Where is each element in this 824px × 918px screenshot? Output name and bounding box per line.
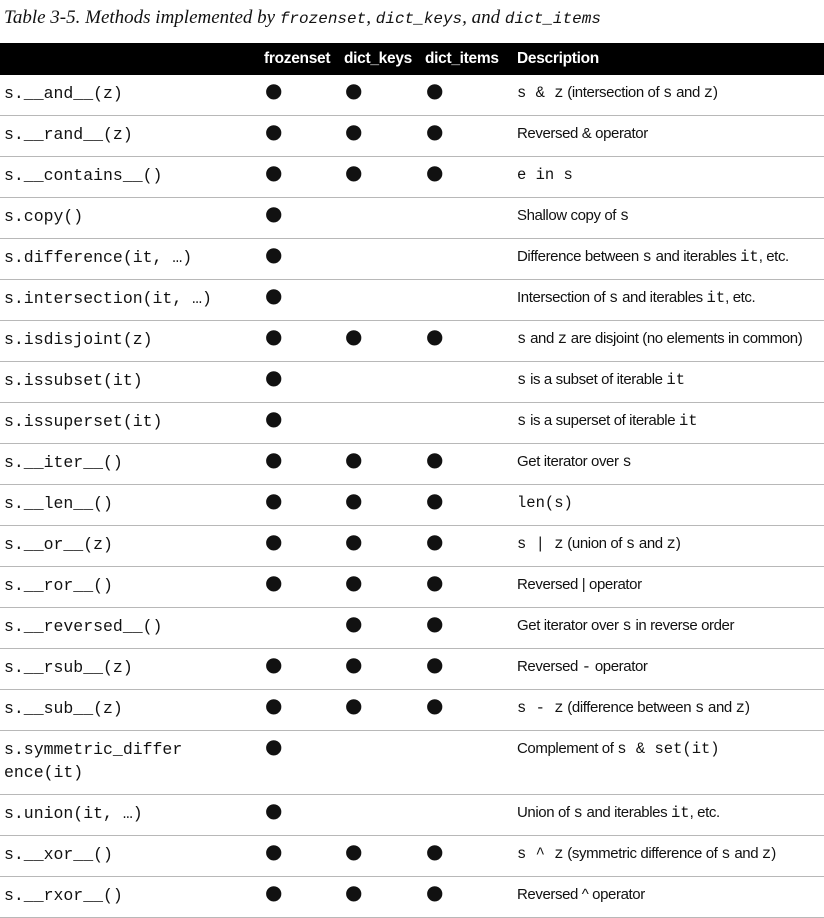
table-row [0, 321, 824, 362]
bullet-icon: ● [345, 693, 363, 717]
bullet-icon: ● [265, 160, 283, 184]
support-cell-dict-items [419, 403, 511, 444]
bullet-icon: ● [265, 324, 283, 348]
description-cell [511, 567, 824, 608]
support-cell-dict-items [419, 198, 511, 239]
support-cell-dict-items [419, 795, 511, 836]
methods-table [0, 43, 824, 918]
method-cell: s.__rand__(z) [0, 116, 258, 157]
support-cell-frozenset [258, 731, 338, 795]
description-text: and [526, 330, 558, 347]
method-cell: s.issuperset(it) [0, 403, 258, 444]
bullet-icon: ● [426, 570, 444, 594]
table-row [0, 836, 824, 877]
bullet-icon: ● [426, 324, 444, 348]
table-row [0, 75, 824, 116]
header-dict-keys: dict_keys [338, 43, 419, 75]
description-code: s | z [517, 535, 564, 553]
bullet-icon: ● [265, 652, 283, 676]
bullet-icon: ● [426, 693, 444, 717]
header-frozenset: frozenset [258, 43, 338, 75]
support-cell-dict-keys [338, 75, 419, 116]
bullet-icon: ● [265, 570, 283, 594]
method-cell: s.__iter__() [0, 444, 258, 485]
support-cell-frozenset [258, 649, 338, 690]
bullet-icon: ● [426, 652, 444, 676]
table-body [0, 75, 824, 918]
description-cell [511, 116, 824, 157]
method-cell: s.issubset(it) [0, 362, 258, 403]
support-cell-dict-items [419, 877, 511, 918]
table-row [0, 567, 824, 608]
description-text: is a superset of iterable [526, 412, 679, 429]
bullet-icon: ● [345, 78, 363, 102]
method-cell: s.symmetric_differ ence(it) [0, 731, 258, 795]
bullet-icon: ● [345, 324, 363, 348]
description-cell [511, 157, 824, 198]
description-text: ) [744, 699, 750, 716]
method-cell: s.isdisjoint(z) [0, 321, 258, 362]
bullet-icon: ● [265, 798, 283, 822]
caption-code-frozenset: frozenset [279, 10, 367, 28]
bullet-icon: ● [345, 160, 363, 184]
table-row [0, 116, 824, 157]
methods-table-container [0, 43, 824, 918]
support-cell-dict-items [419, 239, 511, 280]
support-cell-frozenset [258, 157, 338, 198]
table-row [0, 690, 824, 731]
table-row [0, 403, 824, 444]
description-code: s [663, 84, 673, 102]
support-cell-dict-keys [338, 877, 419, 918]
description-code: it [666, 371, 686, 389]
header-dict-items: dict_items [419, 43, 511, 75]
description-code: z [761, 845, 772, 863]
header-description: Description [511, 43, 824, 75]
bullet-icon: ● [265, 447, 283, 471]
bullet-icon: ● [265, 734, 283, 758]
description-code: z [703, 84, 714, 102]
description-text: are disjoint (no elements in common) [567, 330, 803, 347]
description-text: and iterables [582, 804, 671, 821]
method-cell: s.__and__(z) [4, 84, 123, 103]
description-cell [511, 731, 824, 795]
description-code: s [609, 289, 619, 307]
description-text: Reversed & operator [517, 125, 648, 142]
support-cell-dict-items [419, 444, 511, 485]
description-text: Difference between [517, 248, 643, 265]
description-text: Intersection of [517, 289, 609, 306]
caption-separator: , and [462, 7, 505, 28]
bullet-icon: ● [426, 839, 444, 863]
support-cell-dict-items [419, 649, 511, 690]
method-cell: s.__rsub__(z) [0, 649, 258, 690]
bullet-icon: ● [265, 880, 283, 904]
bullet-icon: ● [265, 693, 283, 717]
support-cell-dict-items [419, 280, 511, 321]
support-cell-frozenset [258, 280, 338, 321]
description-code: len(s) [517, 494, 573, 512]
description-code: s - z [517, 699, 564, 717]
description-code: s ^ z [517, 845, 564, 863]
support-cell-dict-items [419, 485, 511, 526]
support-cell-dict-keys [338, 836, 419, 877]
support-cell-dict-keys [338, 239, 419, 280]
description-cell [511, 362, 824, 403]
method-cell: s.__len__() [0, 485, 258, 526]
description-code: it [706, 289, 726, 307]
support-cell-frozenset [258, 690, 338, 731]
support-cell-dict-items [419, 362, 511, 403]
support-cell-dict-keys [338, 444, 419, 485]
description-text: ) [713, 84, 718, 101]
description-code: s [622, 617, 632, 635]
description-text: is a subset of iterable [526, 371, 667, 388]
method-cell: s.__reversed__() [0, 608, 258, 649]
support-cell-frozenset [258, 116, 338, 157]
support-cell-frozenset [258, 362, 338, 403]
table-row [0, 795, 824, 836]
description-cell [511, 321, 824, 362]
description-cell [511, 649, 824, 690]
bullet-icon: ● [345, 880, 363, 904]
description-cell [511, 526, 824, 567]
description-cell [511, 75, 824, 116]
description-text: , etc. [725, 289, 756, 306]
support-cell-frozenset [258, 795, 338, 836]
description-text: Shallow copy of [517, 207, 620, 224]
support-cell-dict-keys [338, 795, 419, 836]
description-code: z [666, 535, 676, 553]
description-cell [511, 795, 824, 836]
table-row [0, 485, 824, 526]
support-cell-dict-keys [338, 116, 419, 157]
description-text: and [730, 845, 762, 862]
support-cell-dict-keys [338, 198, 419, 239]
description-text: , etc. [758, 248, 789, 265]
table-row [0, 608, 824, 649]
table-caption [4, 6, 601, 31]
bullet-icon: ● [345, 570, 363, 594]
bullet-icon: ● [426, 119, 444, 143]
description-text: operator [591, 658, 648, 675]
description-code: s [721, 845, 731, 863]
method-cell: s.__rxor__() [0, 877, 258, 918]
table-row [0, 731, 824, 795]
support-cell-frozenset [258, 567, 338, 608]
description-code: - [581, 658, 592, 676]
description-cell [511, 690, 824, 731]
description-text: and [704, 699, 736, 716]
description-code: it [678, 412, 698, 430]
support-cell-dict-items [419, 157, 511, 198]
header-row [0, 43, 824, 75]
description-text: (difference between [563, 699, 695, 716]
method-cell: s.__sub__(z) [0, 690, 258, 731]
table-row [0, 198, 824, 239]
bullet-icon: ● [265, 365, 283, 389]
support-cell-dict-keys [338, 362, 419, 403]
bullet-icon: ● [265, 119, 283, 143]
method-cell: s.__or__(z) [0, 526, 258, 567]
description-cell [511, 444, 824, 485]
description-code: it [670, 804, 690, 822]
caption-separator: , [366, 7, 376, 28]
description-code: s [517, 330, 527, 348]
bullet-icon: ● [265, 488, 283, 512]
bullet-icon: ● [265, 283, 283, 307]
description-code: z [557, 330, 567, 348]
bullet-icon: ● [345, 529, 363, 553]
bullet-icon: ● [265, 201, 283, 225]
support-cell-dict-keys [338, 567, 419, 608]
support-cell-dict-items [419, 116, 511, 157]
description-text: and [672, 84, 704, 101]
support-cell-dict-keys [338, 280, 419, 321]
method-cell: s.union(it, …) [0, 795, 258, 836]
description-cell [511, 485, 824, 526]
description-code: s & set(it) [617, 740, 720, 758]
description-text: Complement of [517, 740, 618, 757]
bullet-icon: ● [345, 488, 363, 512]
description-text: (intersection of [563, 84, 664, 101]
bullet-icon: ● [426, 488, 444, 512]
bullet-icon: ● [265, 242, 283, 266]
description-text: (union of [563, 535, 626, 552]
description-text: Union of [517, 804, 574, 821]
support-cell-frozenset [258, 526, 338, 567]
bullet-icon: ● [426, 78, 444, 102]
description-cell [511, 280, 824, 321]
description-code: it [740, 248, 759, 266]
bullet-icon: ● [265, 529, 283, 553]
description-text: Reversed | operator [517, 576, 642, 593]
table-header [0, 43, 824, 75]
caption-prefix: Table 3-5. Methods implemented by [4, 7, 280, 28]
description-cell [511, 403, 824, 444]
support-cell-dict-keys [338, 526, 419, 567]
description-text: Get iterator over [517, 617, 623, 634]
support-cell-frozenset [258, 836, 338, 877]
support-cell-frozenset [258, 444, 338, 485]
method-cell: s.__ror__() [0, 567, 258, 608]
method-cell: s.intersection(it, …) [0, 280, 258, 321]
method-cell: s.copy() [0, 198, 258, 239]
method-cell: s.difference(it, …) [0, 239, 258, 280]
support-cell-dict-keys [338, 690, 419, 731]
method-cell: s.__contains__() [0, 157, 258, 198]
bullet-icon: ● [426, 611, 444, 635]
description-text: in reverse order [631, 617, 735, 634]
bullet-icon: ● [426, 160, 444, 184]
description-code: s [517, 412, 527, 430]
support-cell-dict-keys [338, 321, 419, 362]
description-code: s [517, 371, 527, 389]
description-cell [511, 239, 824, 280]
support-cell-dict-items [419, 321, 511, 362]
support-cell-frozenset [258, 198, 338, 239]
support-cell-dict-keys [338, 403, 419, 444]
description-cell [511, 836, 824, 877]
bullet-icon: ● [265, 406, 283, 430]
description-text: and [635, 535, 667, 552]
header-method [0, 43, 258, 75]
table-row [0, 649, 824, 690]
description-text: ) [771, 845, 776, 862]
description-code: s [622, 453, 632, 471]
table-row [0, 526, 824, 567]
support-cell-frozenset [258, 239, 338, 280]
bullet-icon: ● [426, 447, 444, 471]
table-row [0, 444, 824, 485]
support-cell-dict-keys [338, 731, 419, 795]
support-cell-dict-items [419, 731, 511, 795]
support-cell-frozenset [258, 485, 338, 526]
bullet-icon: ● [265, 839, 283, 863]
support-cell-dict-items [419, 690, 511, 731]
support-cell-frozenset [258, 608, 338, 649]
description-code: s [619, 207, 630, 225]
support-cell-dict-keys [338, 485, 419, 526]
description-code: e in s [517, 166, 573, 184]
description-text: (symmetric difference of [563, 845, 722, 862]
support-cell-dict-items [419, 836, 511, 877]
description-code: s [573, 804, 583, 822]
support-cell-frozenset [258, 75, 338, 116]
description-cell [511, 877, 824, 918]
description-text: Reversed [517, 658, 582, 675]
support-cell-frozenset [258, 321, 338, 362]
table-row [0, 877, 824, 918]
bullet-icon: ● [345, 652, 363, 676]
table-row [0, 362, 824, 403]
bullet-icon: ● [426, 529, 444, 553]
description-code: s [642, 248, 652, 266]
table-row [0, 239, 824, 280]
description-text: and iterables [651, 248, 741, 265]
description-code: s [694, 699, 705, 717]
support-cell-frozenset [258, 877, 338, 918]
method-cell: s.__xor__() [0, 836, 258, 877]
description-cell [511, 198, 824, 239]
support-cell-dict-keys [338, 157, 419, 198]
description-text: ) [675, 535, 681, 552]
description-code: s [625, 535, 636, 553]
table-row [0, 280, 824, 321]
description-code: s & z [517, 84, 564, 102]
bullet-icon: ● [345, 611, 363, 635]
table-row [0, 157, 824, 198]
description-text: Reversed ^ operator [517, 886, 645, 903]
description-cell [511, 608, 824, 649]
caption-code-dict-items: dict_items [504, 10, 601, 28]
bullet-icon: ● [345, 447, 363, 471]
description-text: Get iterator over [517, 453, 623, 470]
support-cell-dict-keys [338, 649, 419, 690]
support-cell-dict-keys [338, 608, 419, 649]
support-cell-dict-items [419, 567, 511, 608]
description-text: , etc. [689, 804, 720, 821]
bullet-icon: ● [345, 119, 363, 143]
support-cell-dict-items [419, 608, 511, 649]
bullet-icon: ● [345, 839, 363, 863]
bullet-icon: ● [426, 880, 444, 904]
description-text: and iterables [618, 289, 707, 306]
support-cell-dict-items [419, 75, 511, 116]
support-cell-frozenset [258, 403, 338, 444]
description-code: z [735, 699, 745, 717]
caption-code-dict-keys: dict_keys [375, 10, 463, 28]
support-cell-dict-items [419, 526, 511, 567]
bullet-icon: ● [265, 78, 283, 102]
